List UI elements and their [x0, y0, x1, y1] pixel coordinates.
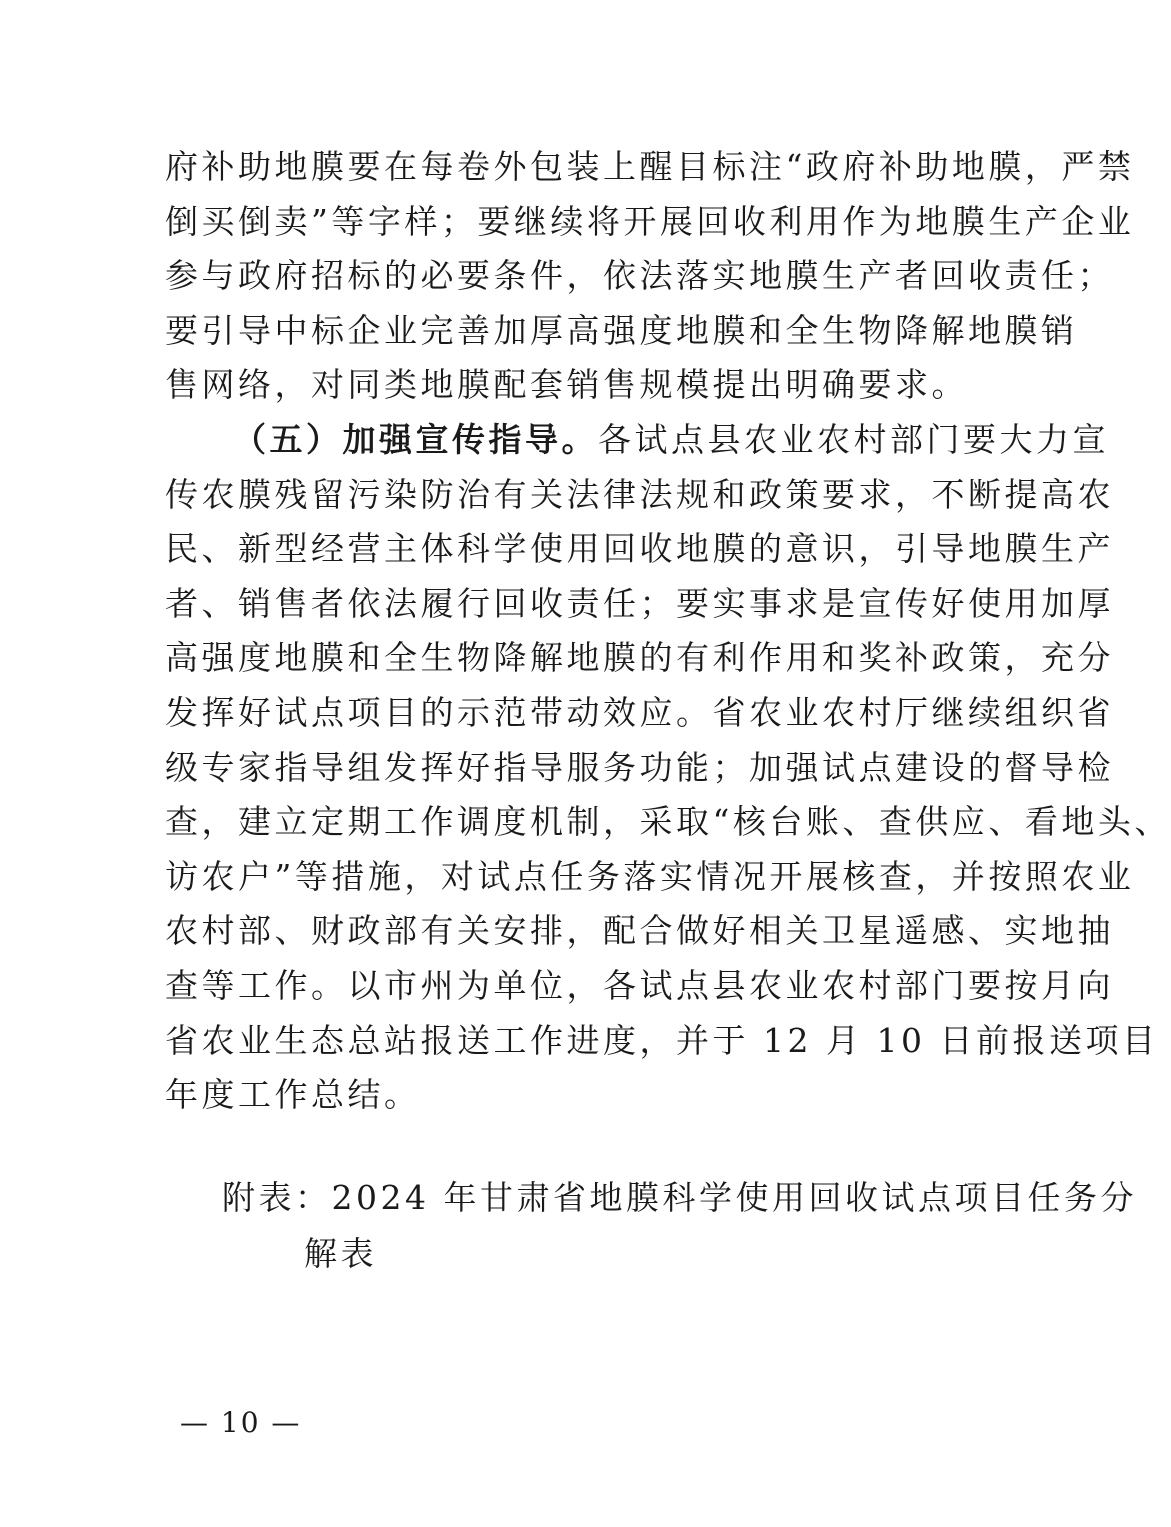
- paragraph-line-rest: 各试点县农业农村部门要大力宣: [598, 420, 1109, 459]
- attachment-line: 附表：2024 年甘肃省地膜科学使用回收试点项目任务分: [222, 1178, 1137, 1217]
- attachment-note: [222, 1170, 1137, 1282]
- page-number: — 10 —: [180, 1406, 302, 1439]
- paragraph-line: 发挥好试点项目的示范带动效应。省农业农村厅继续组织省: [165, 692, 1114, 732]
- paragraph-line: 倒买倒卖”等字样；要继续将开展回收利用作为地膜生产企业: [165, 201, 1135, 241]
- paragraph-line: 年度工作总结。: [165, 1075, 421, 1115]
- paragraph-line: 级专家指导组发挥好指导服务功能；加强试点建设的督导检: [165, 747, 1114, 787]
- section-heading: （五）加强宣传指导。: [233, 420, 598, 459]
- paragraph-line: 高强度地膜和全生物降解地膜的有利作用和奖补政策，充分: [165, 638, 1114, 678]
- paragraph-line: 民、新型经营主体科学使用回收地膜的意识，引导地膜生产: [165, 529, 1114, 569]
- paragraph-publicity-guidance: [165, 413, 1171, 1123]
- paragraph-first-line: [165, 413, 1109, 468]
- paragraph-subsidy-film: [165, 140, 1135, 413]
- paragraph-line: 参与政府招标的必要条件，依法落实地膜生产者回收责任；: [165, 256, 1114, 296]
- paragraph-line: 查，建立定期工作调度机制，采取“核台账、查供应、看地头、: [165, 802, 1171, 842]
- paragraph-line: 访农户”等措施，对试点任务落实情况开展核查，并按照农业: [165, 856, 1135, 896]
- paragraph-line: 省农业生态总站报送工作进度，并于 12 月 10 日前报送项目: [165, 1020, 1159, 1060]
- paragraph-line: 传农膜残留污染防治有关法律法规和政策要求，不断提高农: [165, 474, 1114, 514]
- paragraph-line: 府补助地膜要在每卷外包装上醒目标注“政府补助地膜，严禁: [165, 147, 1135, 186]
- paragraph-line: 要引导中标企业完善加厚高强度地膜和全生物降解地膜销: [165, 310, 1078, 350]
- paragraph-line: 售网络，对同类地膜配套销售规模提出明确要求。: [165, 365, 968, 405]
- attachment-line-continued: 解表: [304, 1234, 377, 1273]
- paragraph-line: 者、销售者依法履行回收责任；要实事求是宣传好使用加厚: [165, 583, 1114, 623]
- paragraph-line: 农村部、财政部有关安排，配合做好相关卫星遥感、实地抽: [165, 911, 1114, 951]
- paragraph-line: 查等工作。以市州为单位，各试点县农业农村部门要按月向: [165, 965, 1114, 1005]
